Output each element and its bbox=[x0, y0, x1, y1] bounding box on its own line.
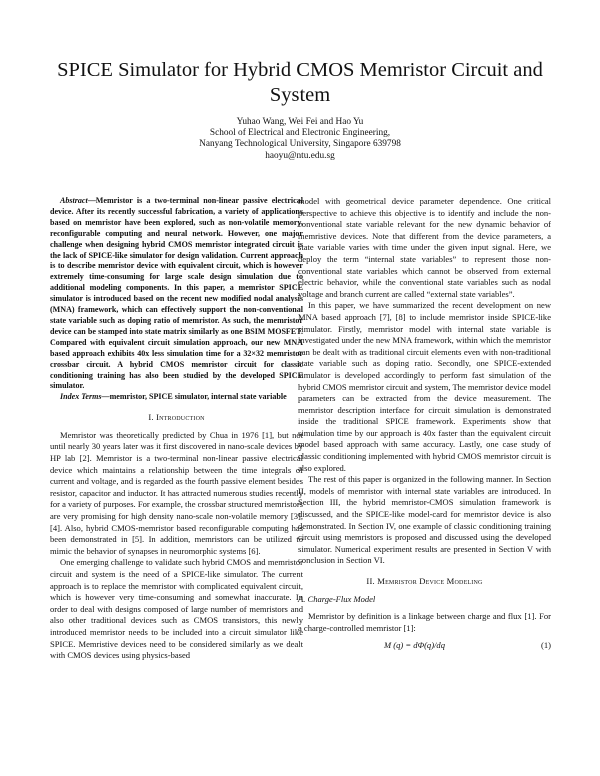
equation-expression: M (q) = dΦ(q)/dq bbox=[384, 640, 445, 651]
body-paragraph: One emerging challenge to validate such hybrid CMOS and memristor circuit and system is the need of a SPICE-like simulator. The current approach is to replace the memristor with complicated equivalent circuit, which is however very time-consuming and somewhat inaccurate. In order to deal with designs composed of large number of memristors and also other traditional devices such as CMOS transistors, this newly introduced memristor needs to be included into a circuit simulator like SPICE. Memristive devices need to be considered similarly as we dealt with CMOS devices using physics-based bbox=[50, 557, 303, 661]
section-heading-introduction: I. Introduction bbox=[148, 412, 205, 423]
body-paragraph: In this paper, we have summarized the recent development on new MNA based approach [7], [8] to include memristor inside SPICE-like simulator. Firstly, memristor model with internal state variable is investigated under the new MNA framework, within which the memristor can be dealt with as traditional circuit elements even with non-traditional state variable such as doping ratio. Secondly, one SPICE-extended simulator is developed accordingly to perform fast simulation of the hybrid CMOS memristor circuit and system, The memristor device model parameters can be extracted from the device measurement. The memristor description interface for circuit simulation is demonstrated inside the traditional SPICE framework. Experiments show that simulation time by our approach is 40x faster than the equivalent circuit model based approach with same accuracy. Lastly, one case study of classic conditioning implemented with hybrid CMOS memristor circuit is also explored. bbox=[298, 300, 551, 473]
abstract-paragraph bbox=[50, 196, 303, 392]
body-paragraph: Memristor was theoretically predicted by Chua in 1976 [1], but not until nearly 30 years later was it first discovered in nano-scale devices by HP lab [2]. Memristor is a two-terminal non-linear passive electrical device which maintains a relationship between the time integrals of current and voltage, and is regarded as the fourth passive element besides resistor, capacitor and inductor. It has attracted numerous studies recently for a variety of purposes. For example, the crossbar structured memristors are very promising for high density nano-scale non-volatile memory [3], [4]. Also, hybrid CMOS-memristor based reconfigurable computing has been demonstrated in [5]. In addition, memristors can be utilized to mimic the behavior of synapses in neuromorphic systems [6]. bbox=[50, 429, 304, 556]
author-block bbox=[100, 117, 500, 162]
abstract-label: Abstract bbox=[60, 196, 88, 205]
abstract-text: —Memristor is a two-terminal non-linear passive electrical device. After its recently successful fabrication, a variety of applications based on memristor have been explored, such as non-volatile memory, reconfigurable computing and neural network. However, one major challenge when designing hybrid CMOS memristor integrated circuit is the lack of SPICE-like simulator for design validation. Current approach is to describe memristor device with equivalent circuit, which is however extremely time-consuming for large scale design simulation due to additional modeling components. In this paper, a memristor SPICE simulator is introduced based on the recent new modified nodal analysis (MNA) framework, which can effectively support the non-conventional state variable such as doping ratio of memristor. As such, the memristor device can be stamped into state matrix similarly as one BSIM MOSFET. Compared with equivalent circuit simulation approach, our new MNA based approach exhibits 40x less simulation time for a 32×32 memristor crossbar circuit. A hybrid CMOS memristor circuit for classic conditioning training has also been studied by the developed SPICE simulator. bbox=[50, 196, 303, 391]
paper-title: SPICE Simulator for Hybrid CMOS Memristor Circuit and System bbox=[57, 59, 543, 106]
index-terms-label: Index Terms bbox=[60, 392, 102, 402]
author-names: Yuhao Wang, Wei Fei and Hao Yu bbox=[236, 117, 364, 127]
body-paragraph: Memristor by definition is a linkage between charge and flux [1]. For a charge-controlled memristor [1]: bbox=[298, 611, 551, 633]
index-terms bbox=[50, 392, 303, 403]
author-address: Nanyang Technological University, Singapore 639798 bbox=[199, 139, 401, 150]
section-heading-device-modeling: II. Memristor Device Modeling bbox=[366, 576, 483, 586]
body-paragraph: model with geometrical device parameter dependence. One critical perspective to achieve this objective is to identify and include the non-conventional state variable relevant for the new dynamic behavior of memristive devices. Note that different from the device parameters, a state variable varies with time under the given input signal. Here, we deploy the term “internal state variables” to represent those non-conventional state variables which cannot be observed from external electric behavior, while the conventional state variables such as nodal voltage and branch current are called “external state variables”. bbox=[298, 196, 551, 299]
equation-number: (1) bbox=[541, 640, 551, 651]
author-email: haoyu@ntu.edu.sg bbox=[265, 150, 335, 161]
subsection-heading-charge-flux: A. Charge-Flux Model bbox=[298, 593, 376, 604]
index-terms-text: —memristor, SPICE simulator, internal state variable bbox=[101, 392, 287, 402]
abstract bbox=[50, 196, 303, 403]
equation-1 bbox=[298, 640, 551, 652]
body-paragraph: The rest of this paper is organized in the following manner. In Section II, models of memristor with internal state variables are introduced. In Section III, the hybrid memristor-CMOS simulation framework is discussed, and the SPICE-like model-card for memristor device is also demonstrated. In Section IV, one example of classic conditioning training circuit using memristors is proposed and discussed using the developed simulator. Numerical experiment results are presented in Section V with conclusion in Section VI. bbox=[298, 474, 551, 566]
left-column bbox=[50, 196, 303, 662]
right-column bbox=[298, 196, 551, 652]
author-affiliation: School of Electrical and Electronic Engineering, bbox=[209, 128, 391, 139]
